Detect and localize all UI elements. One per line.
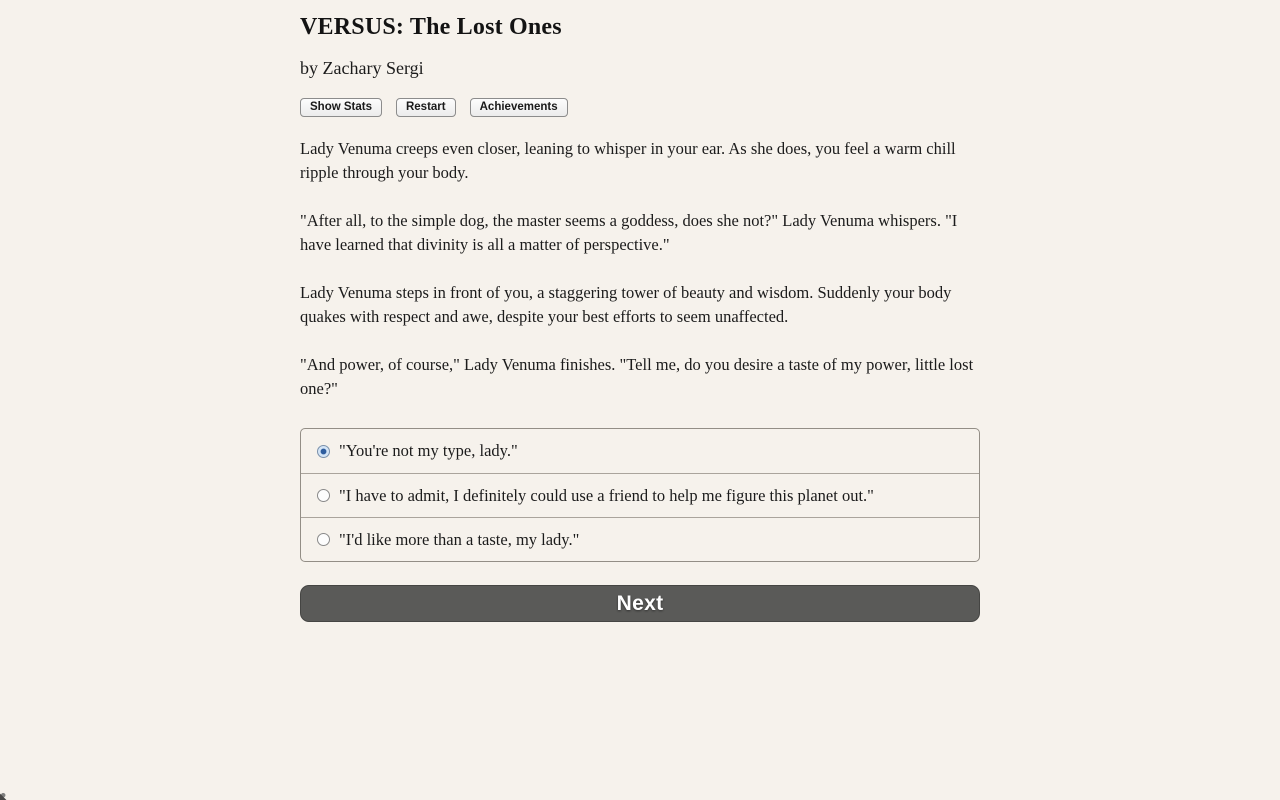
page-title: VERSUS: The Lost Ones xyxy=(300,14,562,40)
choice-radio-2[interactable] xyxy=(317,489,330,502)
story-paragraph: Lady Venuma creeps even closer, leaning to whisper in your ear. As she does, you feel a warm chill ripple through your body. xyxy=(300,139,956,182)
choice-radio-3[interactable] xyxy=(317,533,330,546)
choice-radio-1[interactable] xyxy=(317,445,330,458)
restart-button[interactable]: Restart xyxy=(396,98,456,117)
author-byline: by Zachary Sergi xyxy=(300,58,424,78)
choice-list xyxy=(300,428,980,562)
choice-option-label: "You're not my type, lady." xyxy=(339,441,518,460)
story-paragraph: Lady Venuma steps in front of you, a staggering tower of beauty and wisdom. Suddenly your body quakes with respect and awe, despite your best efforts to seem unaffected. xyxy=(300,283,952,326)
choice-option-2[interactable] xyxy=(301,473,979,517)
choice-option-label: "I'd like more than a taste, my lady." xyxy=(339,529,580,549)
show-stats-button[interactable]: Show Stats xyxy=(300,98,382,117)
choice-option-3[interactable] xyxy=(301,517,979,561)
game-page xyxy=(300,0,980,622)
story-text xyxy=(300,137,980,401)
choice-option-label: "I have to admit, I definitely could use a friend to help me figure this planet out." xyxy=(339,485,874,505)
choice-option-1[interactable] xyxy=(301,429,979,473)
next-button[interactable]: Next xyxy=(300,585,980,622)
toolbar xyxy=(300,98,980,117)
achievements-button[interactable]: Achievements xyxy=(470,98,568,117)
story-paragraph: "After all, to the simple dog, the master seems a goddess, does she not?" Lady Venuma whispers. "I have learned that divinity is all a matter of perspective." xyxy=(300,211,958,254)
screen-corner-artifact xyxy=(0,792,8,800)
story-paragraph: "And power, of course," Lady Venuma finishes. "Tell me, do you desire a taste of my power, little lost one?" xyxy=(300,355,974,398)
